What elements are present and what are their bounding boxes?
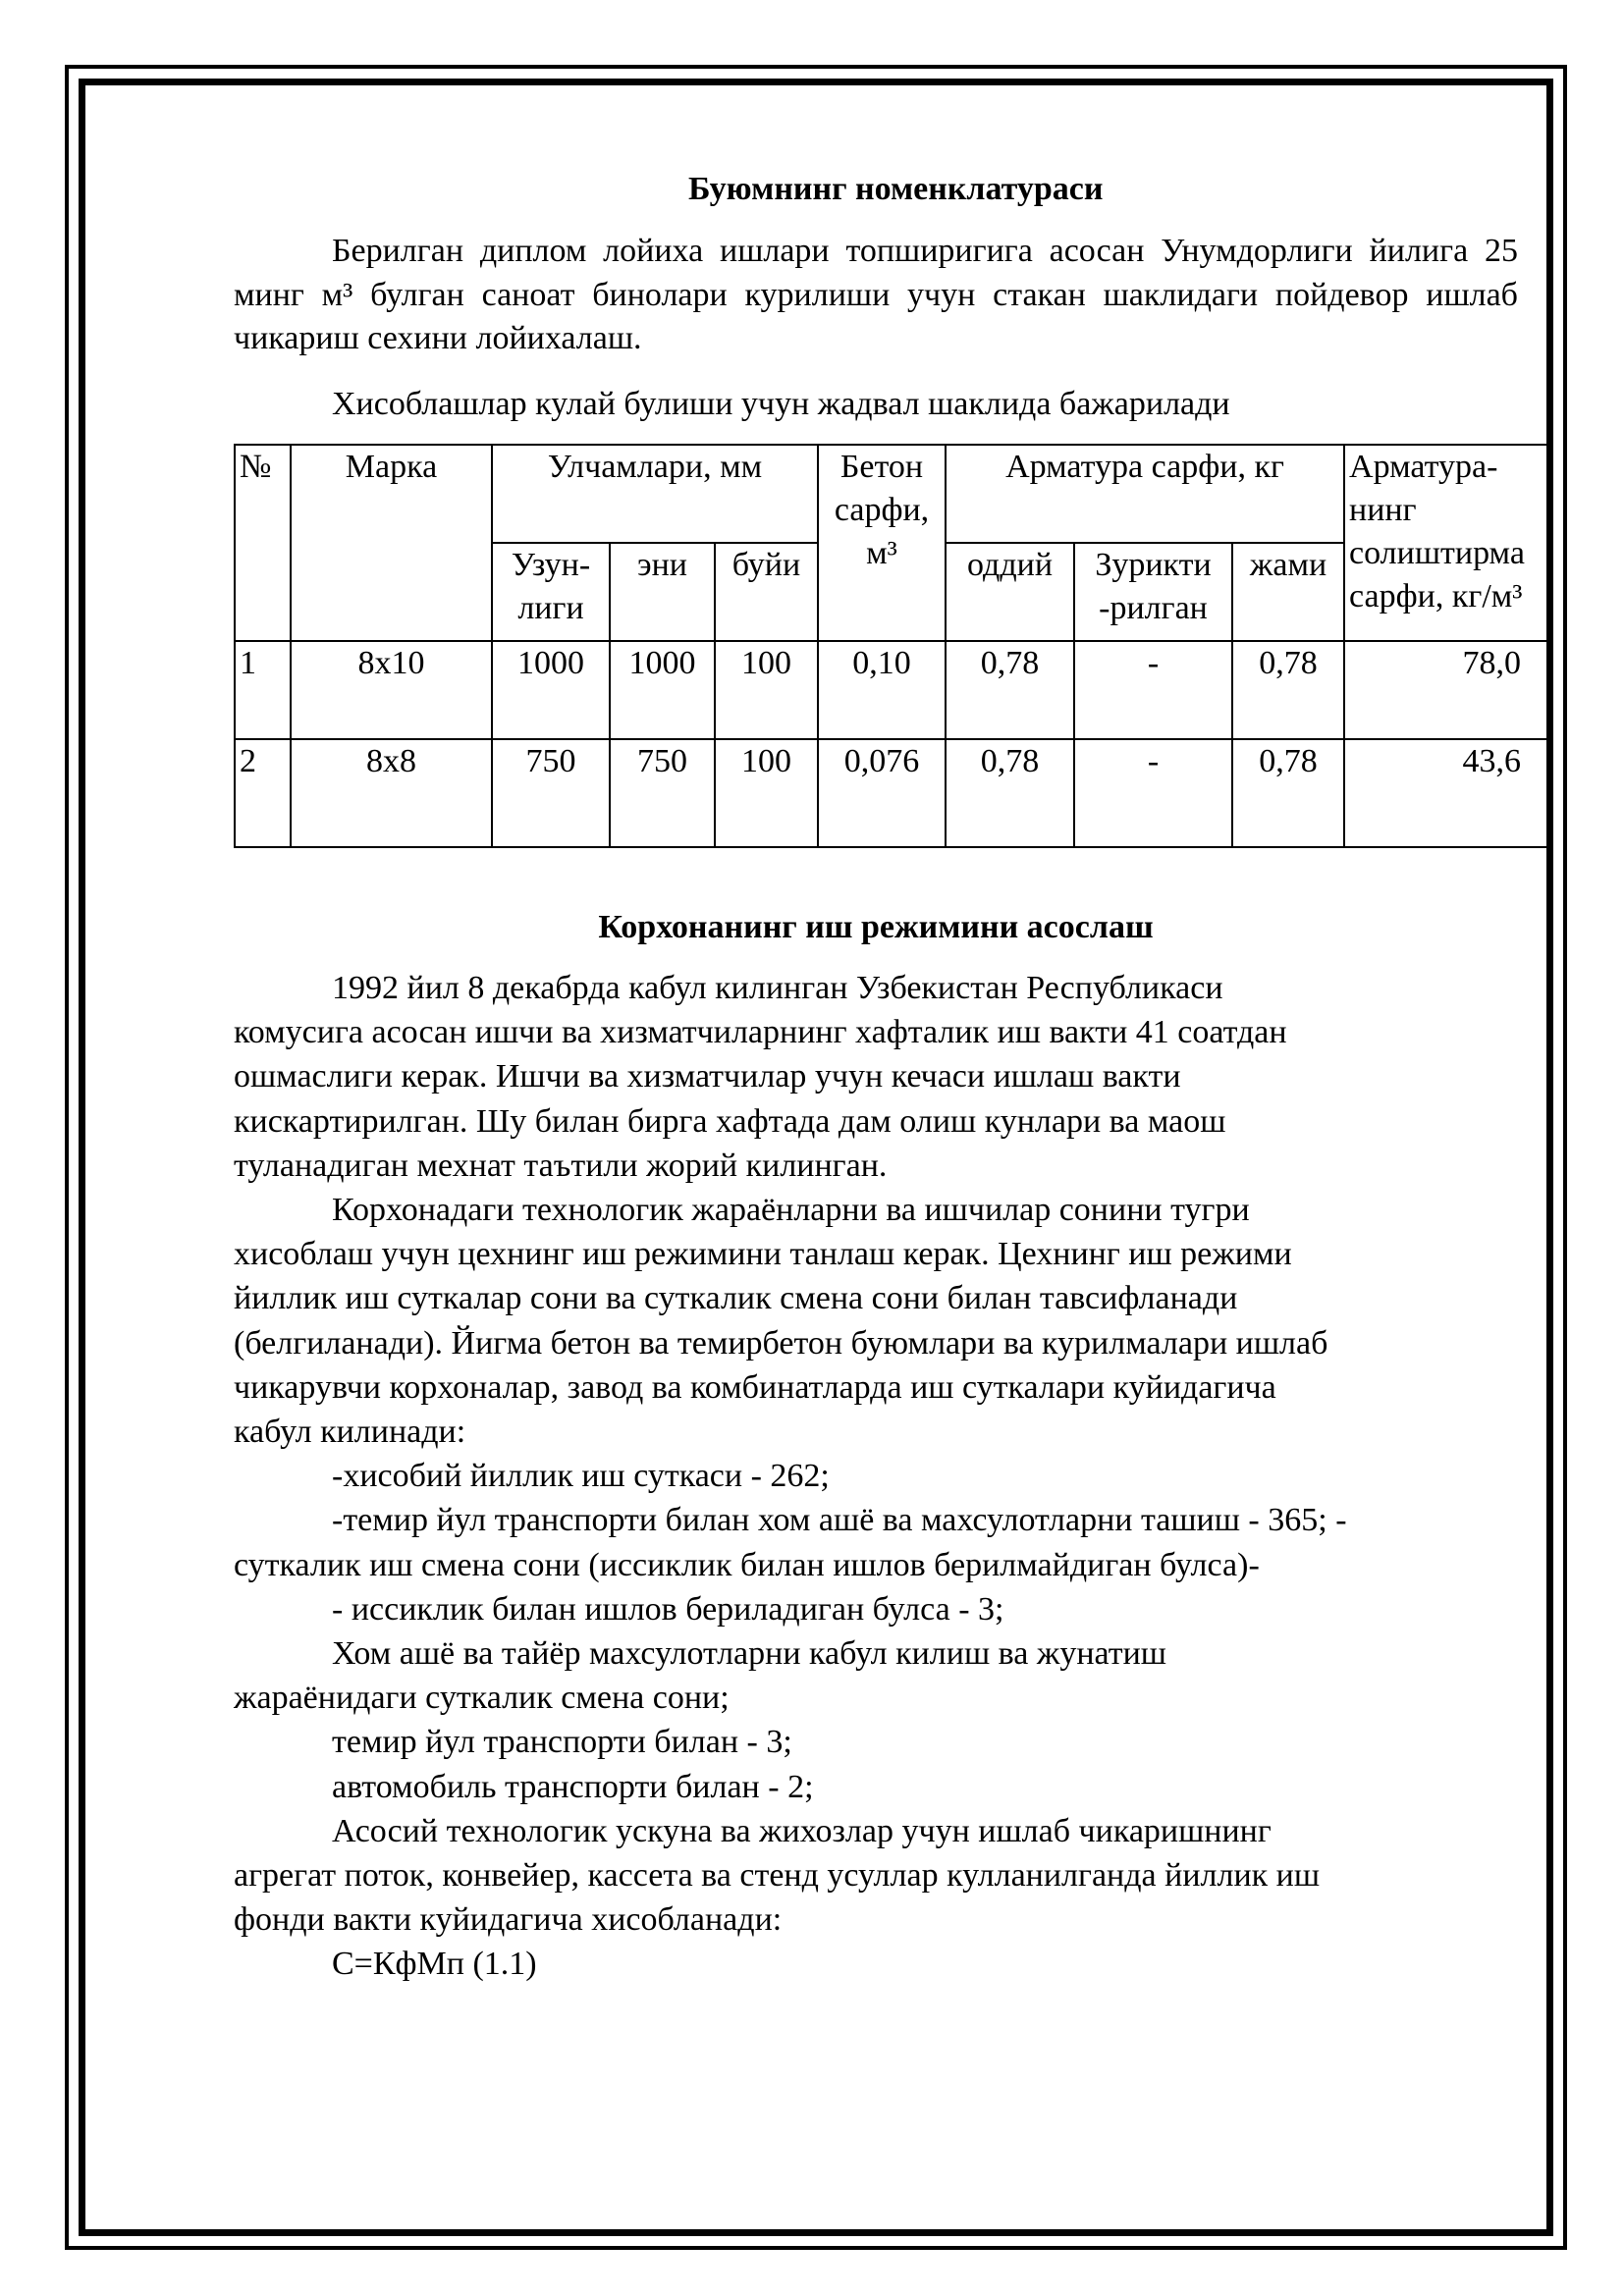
header-length: Узун-лиги [492, 543, 610, 641]
header-no: № [235, 445, 291, 641]
cell-simple: 0,78 [946, 641, 1074, 739]
text-line: 1992 йил 8 декабрда кабул килинган Узбекистан Республикаси [332, 970, 1223, 1006]
cell-prestressed: - [1074, 641, 1232, 739]
product-spec-table [234, 444, 1552, 848]
text-line: кискартирилган. Шу билан бирга хафтада дам олиш кунлари ва маош [234, 1102, 1226, 1140]
header-total: жами [1232, 543, 1344, 641]
cell-no: 1 [235, 641, 291, 739]
heading-nomenclature: Буюмнинг номенклатураси [688, 171, 1104, 207]
cell-length: 1000 [492, 641, 610, 739]
text-line: комусига асосан ишчи ва хизматчиларнинг хафталик иш вакти 41 соатдан [234, 1014, 1287, 1051]
list-item: темир йул транспорти билан - 3; [332, 1724, 792, 1761]
header-concrete: Бетон сарфи, м³ [818, 445, 946, 641]
intro-paragraph: Берилган диплом лойиха ишлари топширигига асосан Унумдорлиги йилига 25 минг м³ булган саноат бинолари курилиши учун стакан шаклидаги пойдевор ишлаб чикариш сехини лойихалаш. [234, 233, 1518, 356]
cell-height: 100 [715, 739, 818, 847]
cell-total: 0,78 [1232, 641, 1344, 739]
cell-marka: 8x10 [291, 641, 492, 739]
list-item: -темир йул транспорти билан хом ашё ва махсулотларни ташиш - 365; - [332, 1502, 1347, 1539]
text-line: Хом ашё ва тайёр махсулотларни кабул килиш ва жунатиш [332, 1635, 1166, 1673]
cell-concrete: 0,076 [818, 739, 946, 847]
cell-total: 0,78 [1232, 739, 1344, 847]
header-prestressed: Зурикти -рилган [1074, 543, 1232, 641]
cell-specific: 43,6 [1344, 739, 1551, 847]
work-regime-text [234, 966, 1518, 1987]
header-simple: оддий [946, 543, 1074, 641]
table-row [235, 739, 1551, 847]
table-intro-paragraph: Хисоблашлар кулай булиши учун жадвал шаклида бажарилади [332, 385, 1230, 422]
text-line: агрегат поток, конвейер, кассета ва стенд усуллар кулланилганда йиллик иш [234, 1857, 1321, 1895]
header-specific-consumption: Арматура-нинг солиштирма сарфи, кг/м³ [1344, 445, 1551, 641]
heading-work-regime: Корхонанинг иш режимини асослаш [598, 909, 1154, 945]
cell-no: 2 [235, 739, 291, 847]
cell-concrete: 0,10 [818, 641, 946, 739]
header-marka: Марка [291, 445, 492, 641]
table-row [235, 641, 1551, 739]
text-line: чикарувчи корхоналар, завод ва комбинатларда иш суткалари куйидагича [234, 1368, 1276, 1406]
text-line: (белгиланади). Йигма бетон ва темирбетон буюмлари ва курилмалари ишлаб [234, 1324, 1328, 1362]
text-line: суткалик иш смена сони (иссиклик билан ишлов берилмайдиган булса)- [234, 1546, 1260, 1583]
cell-width: 750 [610, 739, 715, 847]
text-line: Асосий технологик ускуна ва жихозлар учун ишлаб чикаришнинг [332, 1812, 1272, 1849]
formula: С=КфМп (1.1) [332, 1946, 537, 1983]
list-item: автомобиль транспорти билан - 2; [332, 1768, 814, 1805]
list-item: -хисобий йиллик иш суткаси - 262; [332, 1458, 830, 1495]
cell-specific: 78,0 [1344, 641, 1551, 739]
text-line: ошмаслиги керак. Ишчи ва хизматчилар учун кечаси ишлаш вакти [234, 1058, 1181, 1095]
header-height: буйи [715, 543, 818, 641]
text-line: фонди вакти куйидагича хисобланади: [234, 1901, 783, 1939]
cell-marka: 8x8 [291, 739, 492, 847]
header-reinforcement: Арматура сарфи, кг [946, 445, 1344, 543]
text-line: Корхонадаги технологик жараёнларни ва ишчилар сонини тугри [332, 1192, 1250, 1229]
cell-width: 1000 [610, 641, 715, 739]
cell-height: 100 [715, 641, 818, 739]
header-dimensions: Улчамлари, мм [492, 445, 818, 543]
document-content [234, 157, 1525, 1987]
text-line: кабул килинади: [234, 1414, 466, 1451]
text-line: йиллик иш суткалар сони ва суткалик смена сони билан тавсифланади [234, 1280, 1238, 1317]
list-item: - иссиклик билан ишлов бериладиган булса - 3; [332, 1590, 1004, 1628]
text-line: жараёнидаги суткалик смена сони; [234, 1680, 730, 1717]
cell-simple: 0,78 [946, 739, 1074, 847]
text-line: туланадиган мехнат таътили жорий килинган. [234, 1147, 888, 1184]
text-line: хисоблаш учун цехнинг иш режимини танлаш керак. Цехнинг иш режими [234, 1236, 1292, 1273]
cell-length: 750 [492, 739, 610, 847]
header-width: эни [610, 543, 715, 641]
cell-prestressed: - [1074, 739, 1232, 847]
